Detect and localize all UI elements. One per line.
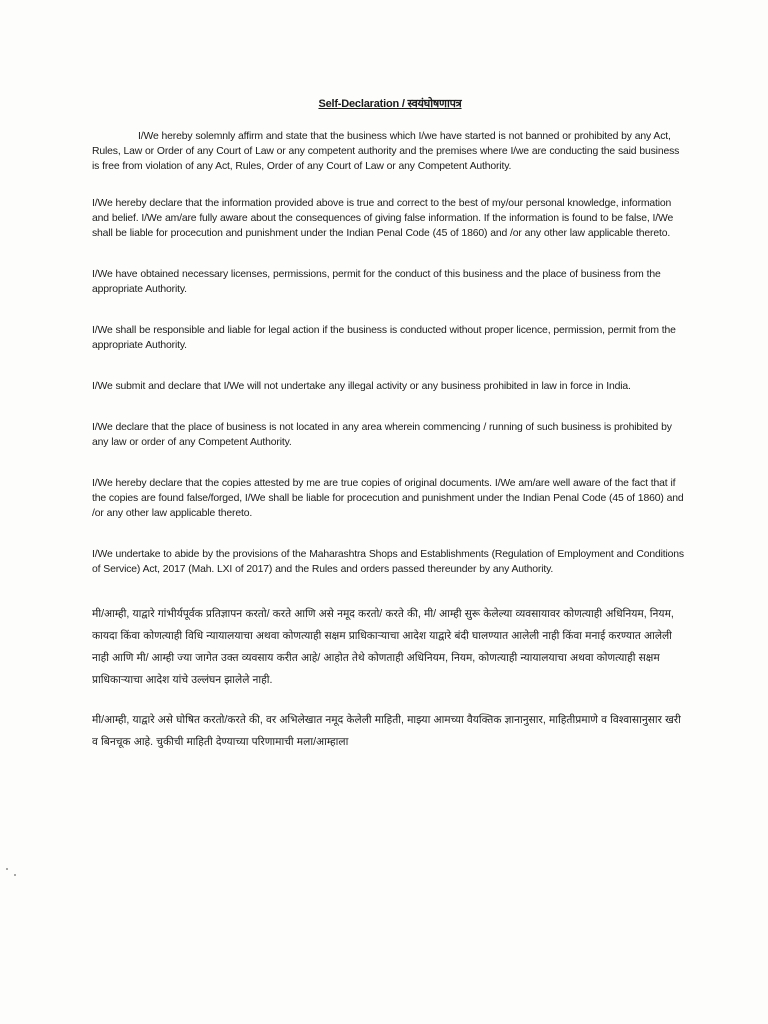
declaration-paragraph-1: I/We hereby solemnly affirm and state that the business which I/we have started is not banned or prohibited by any Act, Rules, Law or Order of any Court of Law or any competent authority and the premises where I/we are conducting the said business is free from violation of any Act, Rules, Order of any Court of Law or any Competent Authority. xyxy=(92,131,680,172)
declaration-paragraph-5: I/We submit and declare that I/We will not undertake any illegal activity or any business prohibited in law in force in India. xyxy=(92,381,631,392)
marathi-paragraph-2: मी/आम्ही, याद्वारे असे घोषित करतो/करते की, वर अभिलेखात नमूद केलेली माहिती, माझ्या आमच्या वैयक्तिक ज्ञानानुसार, माहितीप्रमाणे व विश्वासानुसार खरी व बिनचूक आहे. चुकीची माहिती देण्याच्या परिणामाची मला/आम्हाला xyxy=(92,714,681,748)
document-title: Self-Declaration / स्वयंघोषणापत्र xyxy=(318,98,462,110)
declaration-paragraph-8: I/We undertake to abide by the provisions of the Maharashtra Shops and Establishments (Regulation of Employment and Conditions of Service) Act, 2017 (Mah. LXI of 2017) and the Rules and orders passed thereunder by any Authority. xyxy=(92,549,684,575)
marathi-paragraph-1: मी/आम्ही, याद्वारे गांभीर्यपूर्वक प्रतिज्ञापन करतो/ करते आणि असे नमूद करतो/ करते की, मी/ आम्ही सुरू केलेल्या व्यवसायावर कोणत्याही अधिनियम, नियम, कायदा किंवा कोणत्याही विधि न्यायालयाचा अथवा कोणत्याही सक्षम प्राधिकाऱ्याचा आदेश याद्वारे बंदी घालण्यात आलेली नाही किंवा मनाई करण्यात आलेली नाही आणि मी/ आम्ही ज्या जागेत उक्त व्यवसाय करीत आहे/ आहोत तेथे कोणताही अधिनियम, नियम, कोणत्याही न्यायालयाचा अथवा कोणत्याही सक्षम प्राधिकाऱ्याचा आदेश यांचे उल्लंघन झालेले नाही. xyxy=(92,608,674,686)
declaration-paragraph-2: I/We hereby declare that the information provided above is true and correct to the best of my/our personal knowledge, information and belief. I/We am/are fully aware about the consequences of giving false information. If the information is found to be false, I/We shall be liable for procecution and punishment under the Indian Penal Code (45 of 1860) and /or any other law applicable thereto. xyxy=(92,198,674,239)
declaration-paragraph-4: I/We shall be responsible and liable for legal action if the business is conducted without proper licence, permission, permit from the appropriate Authority. xyxy=(92,325,676,351)
declaration-paragraph-6: I/We declare that the place of business is not located in any area wherein commencing / running of such business is prohibited by any law or order of any Competent Authority. xyxy=(92,422,672,448)
scan-speck xyxy=(14,874,16,876)
declaration-paragraph-3: I/We have obtained necessary licenses, permissions, permit for the conduct of this business and the place of business from the appropriate Authority. xyxy=(92,269,661,295)
scan-speck xyxy=(6,868,8,870)
declaration-document xyxy=(92,96,688,771)
declaration-paragraph-7: I/We hereby declare that the copies attested by me are true copies of original documents. I/We am/are well aware of the fact that if the copies are found false/forged, I/We shall be liable for procecution and punishment under the Indian Penal Code (45 of 1860) and /or any other law applicable thereto. xyxy=(92,478,684,519)
